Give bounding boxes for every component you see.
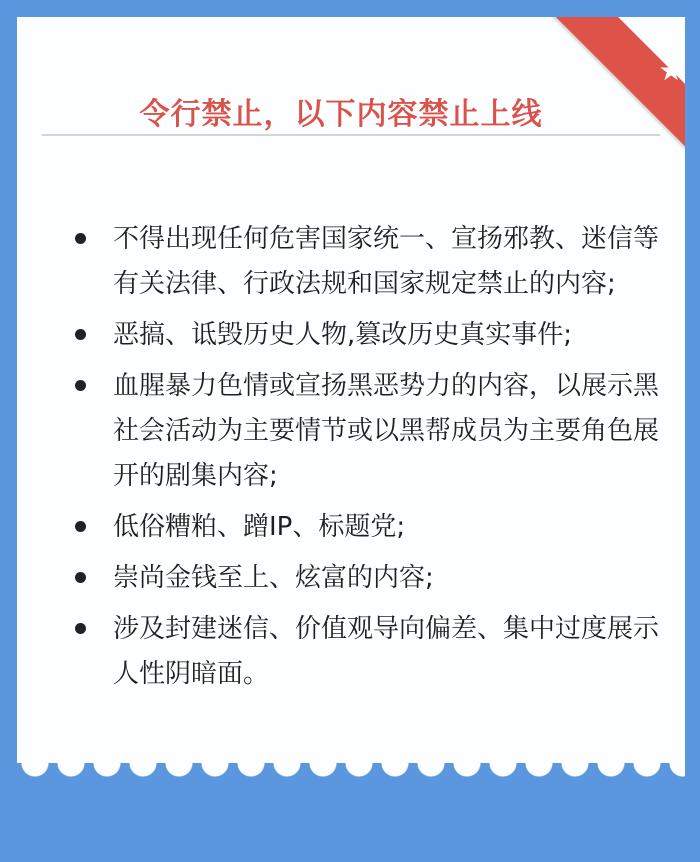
list-item-text: 低俗糟粕、蹭IP、标题党; (113, 512, 406, 542)
bullet-icon (75, 521, 86, 532)
list-item (75, 364, 665, 499)
bullet-icon (75, 380, 86, 391)
star-icon: ★ (658, 54, 684, 87)
list-item-text: 恶搞、诋毁历史人物,篡改历史真实事件; (113, 320, 573, 350)
list-item-text: 涉及封建迷信、价值观导向偏差、集中过度展示人性阴暗面。 (113, 614, 660, 689)
list-item (75, 505, 665, 550)
list-item-text: 不得出现任何危害国家统一、宣扬邪教、迷信等有关法律、行政法规和国家规定禁止的内容; (113, 224, 660, 299)
card-title: 令行禁止，以下内容禁止上线 (139, 97, 543, 132)
list-item (75, 217, 665, 307)
list-item-text: 崇尚金钱至上、炫富的内容; (113, 563, 434, 593)
scalloped-edge (17, 763, 685, 817)
content-card (17, 17, 685, 817)
bullet-icon (75, 233, 86, 244)
bullet-icon (75, 329, 86, 340)
list-item (75, 313, 665, 358)
bullet-icon (75, 572, 86, 583)
bullet-icon (75, 623, 86, 634)
title-divider (42, 134, 660, 136)
list-item-text: 血腥暴力色情或宣扬黑恶势力的内容，以展示黑社会活动为主要情节或以黑帮成员为主要角色展开的剧集内容; (113, 371, 660, 491)
list-item (75, 556, 665, 601)
list-item (75, 607, 665, 697)
rules-list (75, 217, 665, 703)
